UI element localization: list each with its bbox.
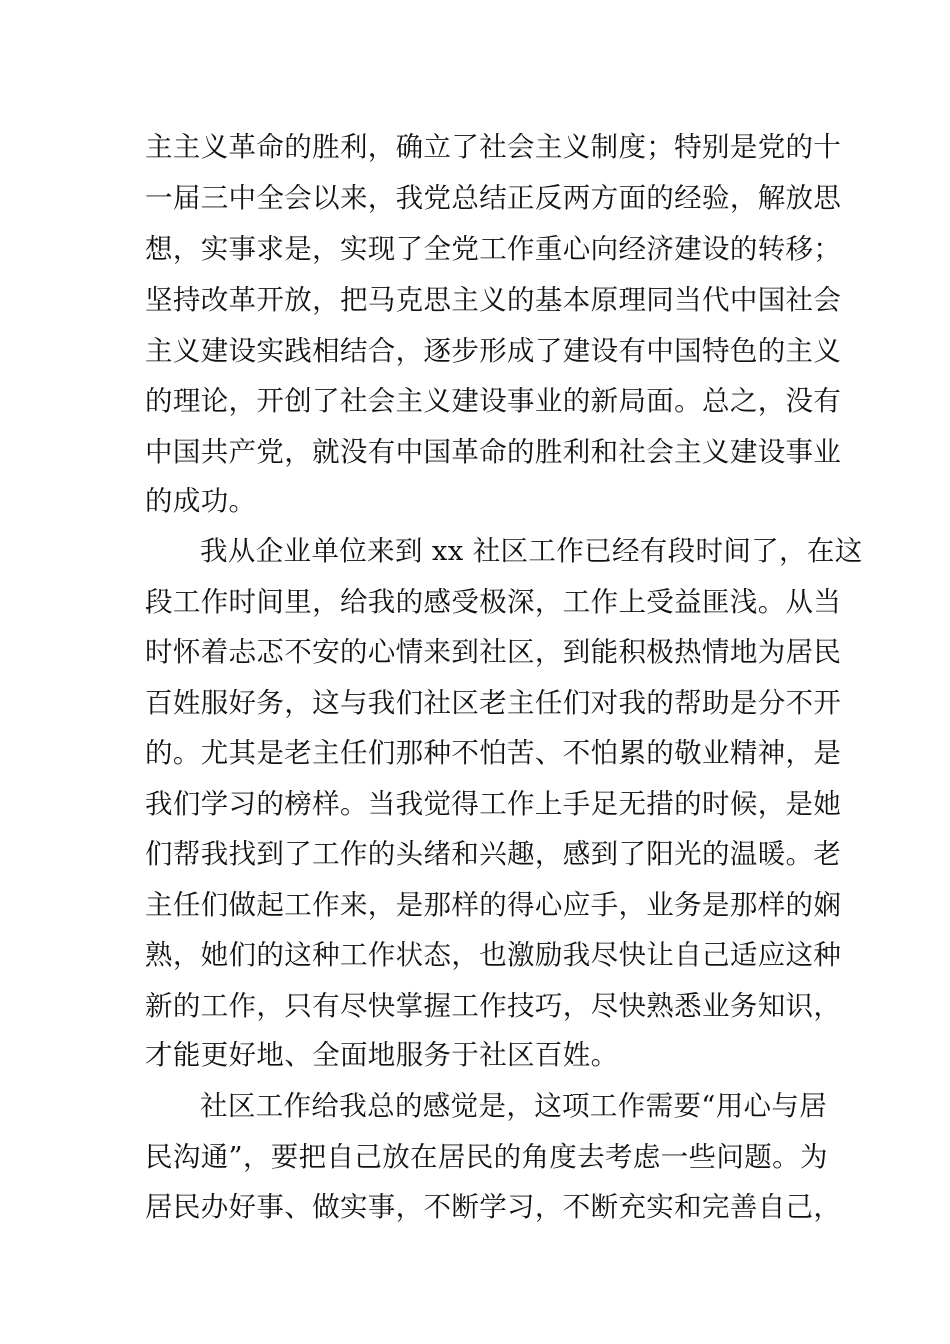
text-line: 主义建设实践相结合，逐步形成了建设有中国特色的主义 [145,335,842,367]
text-line: 才能更好地、全面地服务于社区百姓。 [145,1039,619,1071]
text-line: 民沟通”，要把自己放在居民的角度去考虑一些问题。为 [145,1141,828,1173]
text-line: 坚持改革开放，把马克思主义的基本原理同当代中国社会 [145,284,842,316]
text-line: 我们学习的榜样。当我觉得工作上手足无措的时候，是她 [145,788,842,820]
text-line: 们帮我找到了工作的头绪和兴趣，感到了阳光的温暖。老 [145,838,842,870]
text-line: 的。尤其是老主任们那种不怕苦、不怕累的敬业精神，是 [145,737,842,769]
paragraph-first-line: 社区工作给我总的感觉是，这项工作需要“用心与居 [200,1090,828,1122]
text-line: 主主义革命的胜利，确立了社会主义制度；特别是党的十 [145,131,842,163]
text-line: 段工作时间里，给我的感受极深，工作上受益匪浅。从当 [145,586,842,618]
text-line: 居民办好事、做实事，不断学习，不断充实和完善自己， [145,1191,842,1223]
text-line: 的理论，开创了社会主义建设事业的新局面。总之，没有 [145,385,842,417]
text-line: 一届三中全会以来，我党总结正反两方面的经验，解放思 [145,182,842,214]
text-line: 熟，她们的这种工作状态，也激励我尽快让自己适应这种 [145,939,842,971]
paragraph-first-line: 我从企业单位来到 xx 社区工作已经有段时间了，在这 [200,535,863,567]
text-line: 中国共产党，就没有中国革命的胜利和社会主义建设事业 [145,436,842,468]
text-line: 百姓服好务，这与我们社区老主任们对我的帮助是分不开 [145,687,842,719]
text-line: 时怀着忐忑不安的心情来到社区，到能积极热情地为居民 [145,636,842,668]
text-line: 新的工作，只有尽快掌握工作技巧，尽快熟悉业务知识， [145,990,842,1022]
text-line: 想，实事求是，实现了全党工作重心向经济建设的转移； [145,233,842,265]
text-line: 主任们做起工作来，是那样的得心应手，业务是那样的娴 [145,889,842,921]
text-line: 的成功。 [145,485,257,517]
